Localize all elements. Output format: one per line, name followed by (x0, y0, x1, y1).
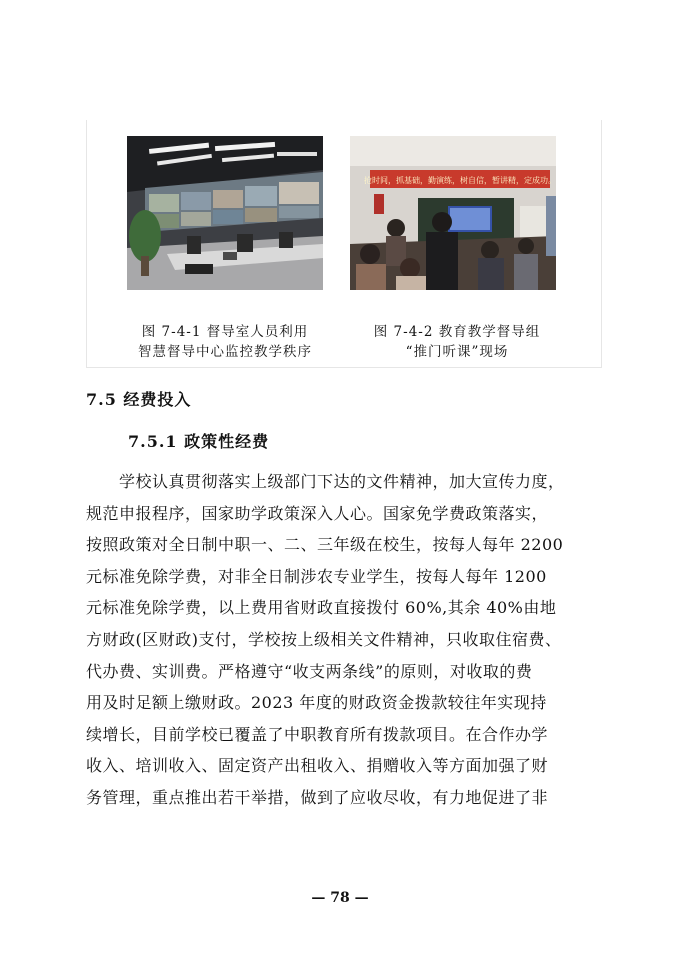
caption-line: “推门听课”现场 (405, 344, 509, 360)
body-paragraph (86, 466, 606, 814)
figure-panel (86, 120, 602, 368)
paragraph-line: 代办费、实训费。严格遵守“收支两条线”的原则，对收取的费 (86, 661, 533, 681)
caption-line: 图 7-4-1 督导室人员利用 (141, 324, 309, 340)
section-title: 7.5 经费投入 (86, 390, 192, 409)
paragraph-line: 收入、培训收入、固定资产出租收入、捐赠收入等方面加强了财 (86, 756, 549, 776)
classroom-inspection-photo (350, 136, 556, 290)
paragraph-line: 学校认真贯彻落实上级部门下达的文件精神，加大宣传力度， (119, 472, 565, 491)
paragraph-line: 用及时足额上缴财政。2023 年度的财政资金拨款较往年实现持 (86, 693, 547, 713)
subsection-title: 7.5.1 政策性经费 (128, 432, 270, 451)
caption-line: 图 7-4-2 教育教学督导组 (373, 324, 541, 340)
figure-7-4-1-caption (107, 322, 343, 362)
paragraph-line: 元标准免除学费，对非全日制涉农专业学生，按每人每年 1200 (86, 566, 547, 586)
page-number: — 78 — (311, 890, 369, 906)
figure-7-4-2-caption (339, 322, 575, 362)
caption-line: 智慧督导中心监控教学秩序 (138, 344, 312, 360)
paragraph-line: 按照政策对全日制中职一、二、三年级在校生，按每人每年 2200 (86, 535, 564, 555)
paragraph-line: 规范申报程序，国家助学政策深入人心。国家免学费政策落实， (86, 503, 549, 523)
classroom-banner-text: 抢时间，抓基础，勤演练，树自信，暂讲精，定成功。 (364, 176, 556, 185)
paragraph-line: 务管理，重点推出若干举措，做到了应收尽收，有力地促进了非 (86, 787, 549, 807)
monitoring-center-photo (127, 136, 323, 290)
paragraph-line: 续增长，目前学校已覆盖了中职教育所有拨款项目。在合作办学 (86, 724, 549, 744)
paragraph-line: 方财政(区财政)支付，学校按上级相关文件精神，只收取住宿费、 (86, 629, 562, 649)
paragraph-line: 元标准免除学费，以上费用省财政直接拨付 60%,其余 40%由地 (86, 598, 557, 618)
